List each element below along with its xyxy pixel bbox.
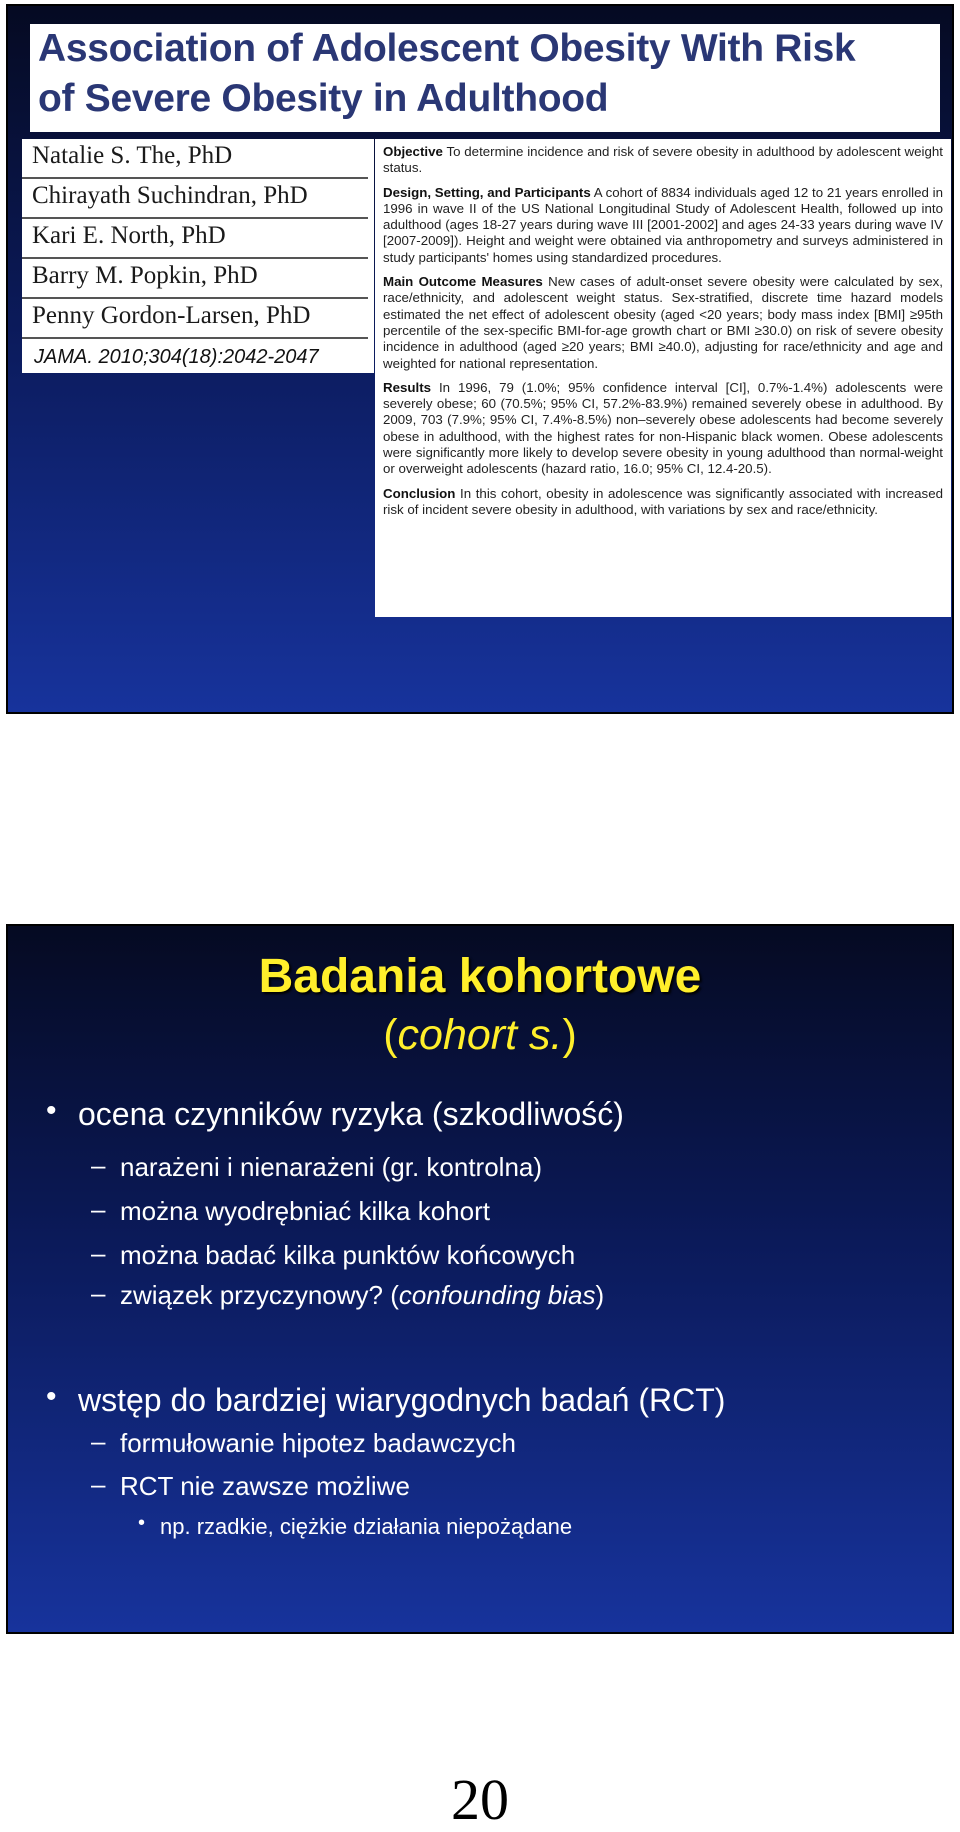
abstract-objective [383, 144, 943, 177]
subtitle-paren-close: ) [562, 1011, 577, 1059]
bullet-list [8, 926, 952, 1632]
abstract-heading: Design, Setting, and Participants [383, 184, 591, 200]
abstract-text: In this cohort, obesity in adolescence was significantly associated with increased risk of incident severe obesity in adulthood, with variations by sex and race/ethnicity. [383, 485, 943, 517]
page-number: 20 [451, 1767, 509, 1832]
dash-marker: – [91, 1469, 106, 1499]
abstract-text: A cohort of 8834 individuals aged 12 to 21 years enrolled in 1996 in wave II of the US National Longitudinal Study of Adolescent Health, followed up into adulthood (ages 18-27 years during wave III [2001-2002] and ages 24-33 years during wave IV [2007-2009]). Height and weight were obtained via anthropometry and surveys administered in study participants' homes using standardized procedures. [383, 184, 943, 265]
abstract-text: New cases of adult-onset severe obesity were calculated by sex, race/ethnicity, and adolescent weight status. Sex-stratified, discrete time hazard models estimated the net effect of adolescent obesity (aged <20 years; body mass index [BMI] ≥95th percentile of the sex-specific BMI-for-age growth chart or BMI ≥30.0) on risk of severe obesity incidence in adulthood (aged ≥20 years; BMI ≥40.0), adjusting for race/ethnicity and age and weighted for national representation. [383, 274, 943, 371]
bullet-marker: • [46, 1094, 57, 1127]
abstract-conclusion [383, 486, 943, 519]
abstract-heading: Objective [383, 144, 443, 159]
slide-cohort-studies [6, 924, 954, 1634]
author-name: Chirayath Suchindran, PhD [22, 179, 368, 219]
abstract-heading: Results [383, 379, 432, 395]
dash-marker: – [91, 1150, 106, 1180]
abstract-text: In 1996, 79 (1.0%; 95% confidence interval [CI], 0.7%-1.4%) adolescents were severely obese; 60 (70.5%; 95% CI, 57.2%-83.9%) remained severely obese in adulthood. By 2009, 703 (7.9%; 95% CI, 7.4%-8.5%) non–severely obese adolescents had become severely obese in adulthood, with the highest rates for non-Hispanic black women. Obese adolescents were significantly more likely to develop severe obesity in young adulthood than normal-weight or overweight adolescents (hazard ratio, 16.0; 95% CI, 12.4-20.5). [383, 379, 943, 477]
abstract-results [383, 380, 943, 478]
sub-bullet-text: związek przyczynowy? ( [120, 1280, 399, 1310]
abstract-design [383, 185, 943, 266]
sub-bullet-italic: confounding bias [398, 1280, 596, 1310]
dash-marker: – [91, 1426, 106, 1456]
dash-marker: – [91, 1278, 106, 1308]
bullet-marker: • [46, 1380, 57, 1413]
sub-bullet-item: można wyodrębniać kilka kohort [120, 1196, 490, 1226]
author-name: Barry M. Popkin, PhD [22, 259, 368, 299]
abstract-heading: Main Outcome Measures [383, 274, 543, 290]
bullet-item: wstęp do bardziej wiarygodnych badań (RCT) [78, 1382, 726, 1418]
sub-bullet-item: formułowanie hipotez badawczych [120, 1428, 516, 1458]
sub-bullet-text: ) [595, 1280, 605, 1310]
slide-title: Badania kohortowe [258, 950, 702, 1003]
dash-marker: – [91, 1238, 106, 1268]
journal-citation: JAMA. 2010;304(18):2042-2047 [34, 346, 319, 368]
author-name: Natalie S. The, PhD [22, 139, 368, 179]
slide-abstract [6, 4, 954, 714]
small-bullet-marker: • [138, 1512, 146, 1534]
abstract-outcome [383, 274, 943, 372]
abstract-panel [375, 139, 951, 617]
bullet-item: ocena czynników ryzyka (szkodliwość) [78, 1096, 624, 1132]
author-list [22, 139, 374, 373]
article-title [30, 24, 940, 132]
sub-bullet-item: można badać kilka punktów końcowych [120, 1240, 576, 1270]
subtitle-paren-open: ( [383, 1011, 398, 1059]
dash-marker: – [91, 1194, 106, 1224]
sub-bullet-item [120, 1280, 604, 1311]
subtitle-text: cohort s. [397, 1011, 563, 1059]
article-title-line-2: of Severe Obesity in Adulthood [38, 77, 609, 120]
sub-sub-bullet-item: np. rzadkie, ciężkie działania niepożądane [160, 1514, 573, 1539]
sub-bullet-item: RCT nie zawsze możliwe [120, 1471, 410, 1501]
sub-bullet-item: narażeni i nienarażeni (gr. kontrolna) [120, 1152, 543, 1182]
author-name: Kari E. North, PhD [22, 219, 368, 259]
abstract-text: To determine incidence and risk of severe obesity in adulthood by adolescent weight status. [383, 144, 943, 176]
author-name: Penny Gordon-Larsen, PhD [22, 299, 368, 339]
article-title-line-1: Association of Adolescent Obesity With Risk [38, 27, 856, 70]
abstract-heading: Conclusion [383, 485, 456, 501]
